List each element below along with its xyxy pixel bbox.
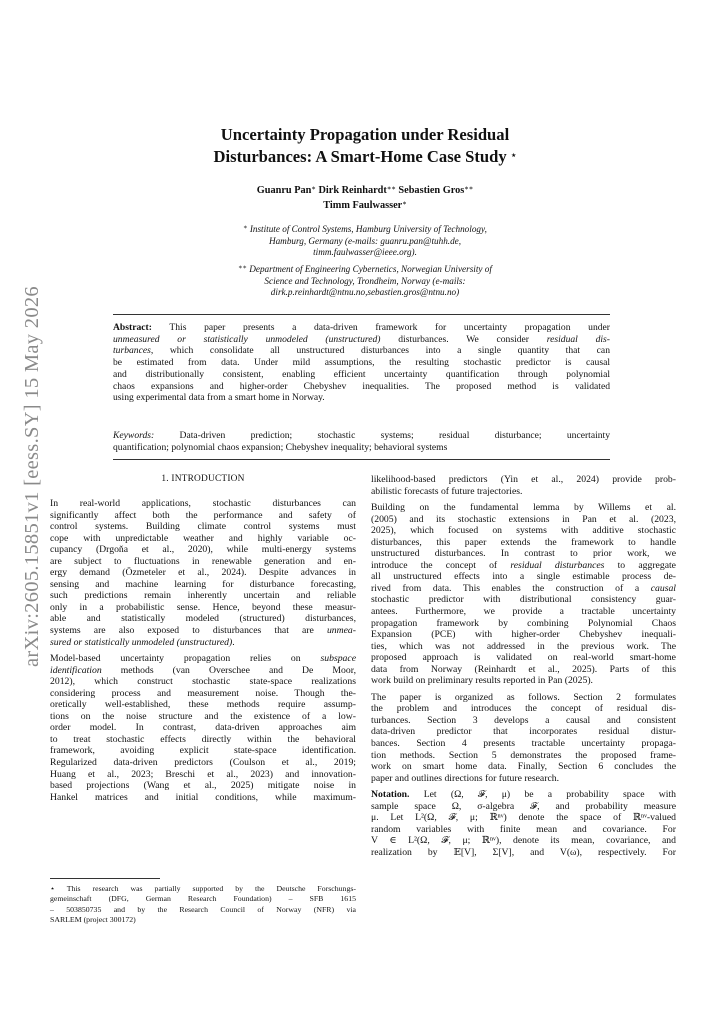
author-1-mark: ∗ bbox=[311, 185, 316, 192]
right-p2-line: Expansion (PCE) with higher-order Chebyshev inequali- bbox=[371, 629, 676, 641]
author-3: Sebastien Gros bbox=[398, 185, 465, 196]
notation-text-1: Let (Ω, 𝓕, μ) be a probability space with bbox=[409, 789, 676, 801]
intro-paragraph-2 bbox=[50, 653, 356, 803]
right-column bbox=[371, 474, 676, 859]
left-p2-line: considering process and measurement noise. Though the- bbox=[50, 687, 356, 699]
right-p2-line: 2025), which focused on systems with additive stochastic bbox=[371, 525, 676, 537]
right-p2-line: data from Norway (Reinhardt et al., 2025). Parts of this bbox=[371, 663, 676, 675]
right-p2-line: rived from data. This enables the construction of a causal bbox=[371, 582, 676, 594]
right-p3-line: paper and outlines directions for future research. bbox=[371, 772, 560, 784]
left-p2-line: based projections (Wang et al., 2025) mitigate noise in bbox=[50, 780, 356, 792]
abstract-line-3: turbances, which consolidate all unstructured disturbances into a single quantity that can bbox=[113, 345, 610, 357]
keywords-bottom-rule bbox=[113, 459, 610, 460]
right-p2-line: propagation framework by combining Polynomial Chaos bbox=[371, 617, 676, 629]
right-p2-line: antees. Furthermore, we provide a tractable uncertainty bbox=[371, 606, 676, 618]
right-p3-line: data-driven predictor that incorporates residual distur- bbox=[371, 726, 676, 738]
left-p2-line: Model-based uncertainty propagation relies on subspace bbox=[50, 653, 356, 665]
author-4-mark: ∗ bbox=[402, 200, 407, 207]
intro-paragraph-1 bbox=[50, 498, 356, 648]
abstract-line-6: chaos expansions and higher-order Chebyshev inequalities. The proposed method is validated bbox=[113, 380, 610, 392]
left-p1-line: control systems. Building climate control systems must bbox=[50, 521, 356, 533]
right-p4-line: random variables with finite mean and covariance. For bbox=[371, 823, 676, 835]
right-p4-line: μ. Let L²(Ω, 𝓕, μ; ℝⁿᵛ) denote the space of ℝⁿᵛ-valued bbox=[371, 812, 676, 824]
footnote-text-1: This research was partially supported by the Deutsche Forschungs- bbox=[54, 884, 356, 893]
author-line-2 bbox=[120, 197, 610, 212]
left-p1-line: only in a probabilistic sense. Hence, beyond these measur- bbox=[50, 601, 356, 613]
title-line-2-text: Disturbances: A Smart-Home Case Study bbox=[213, 147, 507, 166]
right-p3-line: the problem and introduces the concept of residual dis- bbox=[371, 703, 676, 715]
arxiv-identifier-stamp bbox=[12, 285, 52, 667]
left-p2-line: 2012), which construct stochastic state-space realizations bbox=[50, 676, 356, 688]
right-p3-line: The paper is organized as follows. Section 2 formulates bbox=[371, 691, 676, 703]
affiliation-2-mark: ∗∗ bbox=[238, 264, 247, 271]
right-p2-line: Building on the fundamental lemma by Willems et al. bbox=[371, 502, 676, 514]
right-p1-line: abilistic forecasts of future trajectories. bbox=[371, 485, 523, 497]
left-p1-line: In real-world applications, stochastic disturbances can bbox=[50, 498, 356, 509]
affiliation-2-text-1: Department of Engineering Cybernetics, Norwegian University of bbox=[249, 264, 492, 274]
keywords-label: Keywords: bbox=[113, 430, 155, 441]
abstract-line-5: and distributionally consistent, enabling efficient uncertainty quantification through polynomial bbox=[113, 368, 610, 380]
right-p2-line: work build on preliminary results reported in Pan (2025). bbox=[371, 675, 593, 687]
right-p4-line: sample space Ω, σ-algebra 𝓕, and probability measure bbox=[371, 800, 676, 812]
author-2-mark: ∗∗ bbox=[386, 185, 396, 192]
keywords-line-1 bbox=[113, 430, 610, 442]
left-p2-line: Regularized data-driven predictors (Coulson et al., 2019; bbox=[50, 757, 356, 769]
right-p3-line: bances. Section 4 presents tractable uncertainty propaga- bbox=[371, 738, 676, 750]
footnote bbox=[50, 884, 356, 926]
intro-paragraph-4 bbox=[371, 502, 676, 687]
intro-paragraph-3 bbox=[371, 474, 676, 497]
left-p1-line: such predictions remain inherently uncertain and reliable bbox=[50, 590, 356, 602]
affiliation-2-line-1 bbox=[120, 262, 610, 276]
notation-paragraph bbox=[371, 789, 676, 858]
abstract-top-rule bbox=[113, 314, 610, 315]
footnote-line-3: – 503850735 and by the Research Council of Norway (NFR) via bbox=[50, 904, 356, 914]
author-2: Dirk Reinhardt bbox=[318, 185, 387, 196]
abstract-line-4: be estimated from data. Under mild assumptions, the resulting stochastic predictor is causal bbox=[113, 357, 610, 369]
right-p2-line: unstructured disturbances. In contrast to prior work, we bbox=[371, 548, 676, 560]
arxiv-identifier-text: arXiv:2605.15851v1 [eess.SY] 15 May 2026 bbox=[20, 285, 43, 667]
left-p1-line: significantly affect both the performance and safety of bbox=[50, 509, 356, 521]
affiliation-2-line-3: dirk.p.reinhardt@ntnu.no,sebastien.gros@ntnu.no) bbox=[270, 287, 460, 298]
footnote-mark: ⋆ bbox=[50, 884, 55, 893]
affiliation-1 bbox=[120, 222, 610, 259]
keywords bbox=[113, 430, 610, 453]
left-p2-line: tions on the noise structure and the existence of a low- bbox=[50, 710, 356, 722]
right-p4-line bbox=[371, 789, 676, 801]
abstract bbox=[113, 322, 610, 404]
affiliation-1-mark: ∗ bbox=[243, 224, 248, 231]
footnote-rule bbox=[50, 878, 160, 879]
paper-title bbox=[120, 125, 610, 167]
abstract-em-unmeasured: unmeasured or statistically unmodeled (unstructured) bbox=[113, 333, 381, 345]
right-p2-line: stochastic predictor with distributional consistency guar- bbox=[371, 594, 676, 606]
right-p2-line: disturbances, this paper extends the framework to handle bbox=[371, 536, 676, 548]
footnote-line-1 bbox=[50, 884, 356, 894]
right-p2-line: all unstructured effects into a single estimable process de- bbox=[371, 571, 676, 583]
abstract-line-2: unmeasured or statistically unmodeled (unstructured) disturbances. We consider residual dis- bbox=[113, 333, 610, 345]
right-p2-line: (2005) and its stochastic extensions in Pan et al. (2023, bbox=[371, 513, 676, 525]
keywords-line-2: quantification; polynomial chaos expansion; Chebyshev inequality; behavioral systems bbox=[113, 441, 448, 453]
footnote-line-2: gemeinschaft (DFG, German Research Foundation) – SFB 1615 bbox=[50, 894, 356, 904]
notation-label: Notation. bbox=[371, 789, 410, 801]
author-1: Guanru Pan bbox=[256, 185, 312, 196]
left-p1-line: able and statistically modeled (structured) disturbances, bbox=[50, 613, 356, 625]
left-p2-line: to treat stochastic effects directly within the behavioral bbox=[50, 733, 356, 745]
affiliation-1-line-3: timm.faulwasser@ieee.org). bbox=[313, 247, 417, 258]
right-p4-line: V ∈ L²(Ω, 𝓕, μ; ℝⁿᵛ), denote its mean, covariance, and bbox=[371, 835, 676, 847]
left-p1-line: cupancy (Drgoňa et al., 2020), while multi-energy systems bbox=[50, 544, 356, 556]
left-p1-line: sured or statistically unmodeled (unstructured). bbox=[50, 636, 235, 648]
left-p1-line: are subject to fluctuations in renewable generation and en- bbox=[50, 555, 356, 567]
author-line-1 bbox=[120, 182, 610, 197]
author-3-mark: ∗∗ bbox=[464, 185, 474, 192]
abstract-line-1 bbox=[113, 322, 610, 334]
affiliation-2 bbox=[120, 262, 610, 299]
left-column bbox=[50, 474, 356, 803]
author-4: Timm Faulwasser bbox=[323, 200, 403, 211]
title-footnote-mark: ⋆ bbox=[510, 150, 517, 160]
right-p3-line: tion methods. Section 5 demonstrates the proposed frame- bbox=[371, 749, 676, 761]
affiliation-1-line-2: Hamburg, Germany (e-mails: guanru.pan@tuhh.de, bbox=[268, 235, 462, 246]
right-p2-line: ties, which was not addressed in the previous work. The bbox=[371, 640, 676, 652]
right-p3-line: turbances. Section 3 develops a causal and consistent bbox=[371, 714, 676, 726]
left-p2-line: oretically well-established, these methods require assump- bbox=[50, 699, 356, 711]
title-line-2 bbox=[120, 145, 610, 167]
left-p1-line: systems are also exposed to disturbances that are unmea- bbox=[50, 625, 356, 637]
abstract-line-7: using experimental data from a smart home in Norway. bbox=[113, 392, 325, 404]
left-p1-line: sensing and machine learning for disturbance forecasting, bbox=[50, 578, 356, 590]
left-p2-line: Huang et al., 2023; Breschi et al., 2023) and innovation- bbox=[50, 768, 356, 780]
abstract-text-1: This paper presents a data-driven framework for uncertainty propagation under bbox=[151, 322, 610, 333]
left-p2-line: framework, avoiding explicit state-space identification. bbox=[50, 745, 356, 757]
section-1-heading: 1. INTRODUCTION bbox=[161, 474, 245, 484]
affiliation-1-text-1: Institute of Control Systems, Hamburg University of Technology, bbox=[249, 224, 487, 234]
left-p2-line: order model. In contrast, data-driven approaches aim bbox=[50, 722, 356, 734]
right-p4-line: realization by 𝔼[V], Σ[V], and V(ω), respectively. For bbox=[371, 846, 676, 858]
author-list bbox=[120, 182, 610, 212]
footnote-line-4: SARLEM (project 300172) bbox=[50, 915, 136, 925]
title-line-1: Uncertainty Propagation under Residual bbox=[220, 125, 510, 144]
right-p2-line: proposed approach is validated on real-world smart-home bbox=[371, 652, 676, 664]
keywords-text-1: Data-driven prediction; stochastic systems; residual disturbance; uncertainty bbox=[154, 430, 610, 441]
left-p1-line: ergy demand (Özmeteler et al., 2024). Despite advances in bbox=[50, 567, 356, 579]
right-p2-line: introduce the concept of residual disturbances to aggregate bbox=[371, 559, 676, 571]
affiliation-1-line-1 bbox=[120, 222, 610, 236]
left-p1-line: cope with unpredictable weather and highly variable oc- bbox=[50, 532, 356, 544]
right-p3-line: work on smart home data. Finally, Section 6 concludes the bbox=[371, 761, 676, 773]
left-p2-line: identification methods (van Overschee and De Moor, bbox=[50, 664, 356, 676]
affiliation-2-line-2: Science and Technology, Trondheim, Norway (e-mails: bbox=[264, 275, 466, 286]
left-p2-line: Hankel matrices and initial conditions, while maximum- bbox=[50, 791, 356, 803]
abstract-label: Abstract: bbox=[113, 322, 152, 333]
intro-paragraph-5 bbox=[371, 692, 676, 784]
right-p1-line: likelihood-based predictors (Yin et al., 2024) provide prob- bbox=[371, 474, 676, 485]
